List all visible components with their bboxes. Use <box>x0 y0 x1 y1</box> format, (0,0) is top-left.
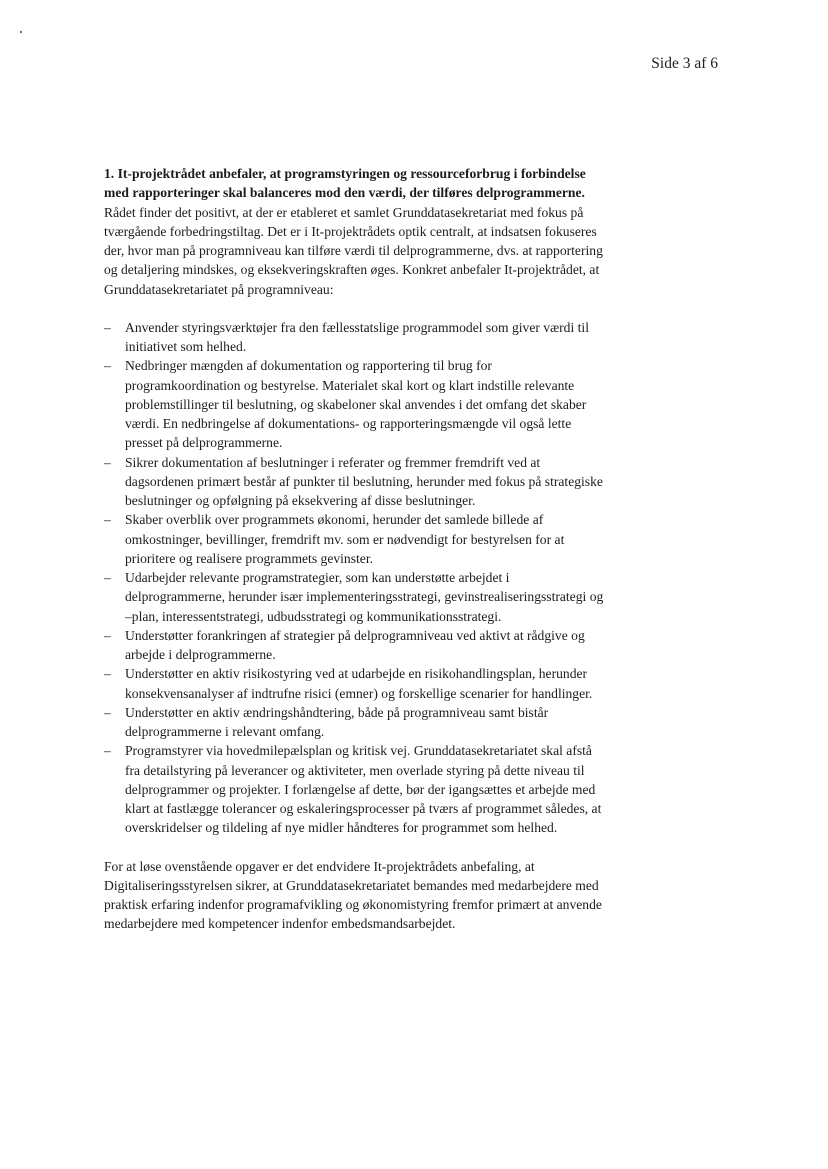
recommendation-paragraph <box>104 164 604 299</box>
list-item-text: Programstyrer via hovedmilepælsplan og kritisk vej. Grunddatasekretariatet skal afstå fra detailstyring på leverancer og aktiviteter, men overlade styring på dette niveau til delprogrammer og projekter. I forlængelse af dette, bør der igangsættes et arbejde med klart at fastlægge tolerancer og eskaleringsprocesser på tværs af programmet således, at overskridelser og tildeling af nye midler håndteres for programmet som helhed. <box>125 743 602 836</box>
recommendation-heading: 1. It-projektrådet anbefaler, at programstyringen og ressourceforbrug i forbindelse med rapporteringer skal balanceres mod den værdi, der tilføres delprogrammerne. <box>104 166 586 201</box>
dash-marker: – <box>104 743 111 759</box>
dash-marker: – <box>104 627 111 643</box>
list-item <box>104 664 604 703</box>
list-item-text: Udarbejder relevante programstrategier, som kan understøtte arbejdet i delprogrammerne, herunder især implementeringsstrategi, gevinstrealiseringsstrategi og –plan, interessentstrategi, udbudsstrategi og kommunikationsstrategi. <box>125 570 604 624</box>
dash-marker: – <box>104 454 111 470</box>
list-item <box>104 568 604 626</box>
list-item-text: Understøtter en aktiv ændringshåndtering, både på programniveau samt bistår delprogrammerne i relevant omfang. <box>125 704 549 739</box>
list-item <box>104 453 604 511</box>
list-item-text: Understøtter en aktiv risikostyring ved at udarbejde en risikohandlingsplan, herunder konsekvensanalyser af indtrufne risici (emner) og forskellige scenarier for handlinger. <box>125 666 593 701</box>
list-item-text: Sikrer dokumentation af beslutninger i referater og fremmer fremdrift ved at dagsordenen primært består af punkter til beslutning, herunder med fokus på strategiske beslutninger og opfølgning på eksekvering af disse beslutninger. <box>125 454 603 508</box>
list-item <box>104 510 604 568</box>
list-item-text: Nedbringer mængden af dokumentation og rapportering til brug for programkoordination og bestyrelse. Materialet skal kort og klart indstille relevante problemstillinger til beslutning, og skabeloner skal anvendes i det omfang det skaber værdi. En nedbringelse af dokumentations- og rapporteringsmængde vil også lette presset på delprogrammerne. <box>125 358 587 451</box>
list-item-text: Understøtter forankringen af strategier på delprogramniveau ved aktivt at rådgive og arbejde i delprogrammerne. <box>125 627 585 662</box>
dash-marker: – <box>104 666 111 682</box>
dash-marker: – <box>104 704 111 720</box>
scan-artifact-dot <box>20 31 22 33</box>
list-item-text: Skaber overblik over programmets økonomi, herunder det samlede billede af omkostninger, bevillinger, fremdrift mv. som er nødvendigt for bestyrelsen for at prioritere og realisere programmets gevinster. <box>125 512 565 566</box>
dash-marker: – <box>104 570 111 585</box>
dash-marker: – <box>104 358 111 374</box>
closing-paragraph: For at løse ovenstående opgaver er det endvidere It-projektrådets anbefaling, at Digitaliseringsstyrelsen sikrer, at Grunddatasekretariatet bemandes med medarbejdere med praktisk erfaring indenfor programafvikling og økonomistyring fremfor primært at anvende medarbejdere med kompetencer indenfor embedsmandsarbejdet. <box>104 858 602 932</box>
list-item <box>104 703 604 742</box>
list-item <box>104 318 604 357</box>
dash-marker: – <box>104 512 111 528</box>
list-item <box>104 741 604 837</box>
list-item-text: Anvender styringsværktøjer fra den fællesstatslige programmodel som giver værdi til initiativet som helhed. <box>125 319 589 354</box>
page-number: Side 3 af 6 <box>651 55 718 72</box>
dash-marker: – <box>104 319 111 335</box>
list-item <box>104 356 604 452</box>
recommendation-body: Rådet finder det positivt, at der er etableret et samlet Grunddatasekretariat med fokus på tværgående forbedringstiltag. Det er i It-projektrådets optik centralt, at indsatsen fokuseres der, hvor man på programniveau kan tilføre værdi til delprogrammerne, dvs. at rapportering og detaljering mindskes, og eksekveringskraften øges. Konkret anbefaler It-projektrådet, at Grunddatasekretariatet på programniveau: <box>104 204 603 297</box>
document-body <box>104 164 604 934</box>
list-item <box>104 626 604 665</box>
recommendation-list <box>104 318 604 838</box>
